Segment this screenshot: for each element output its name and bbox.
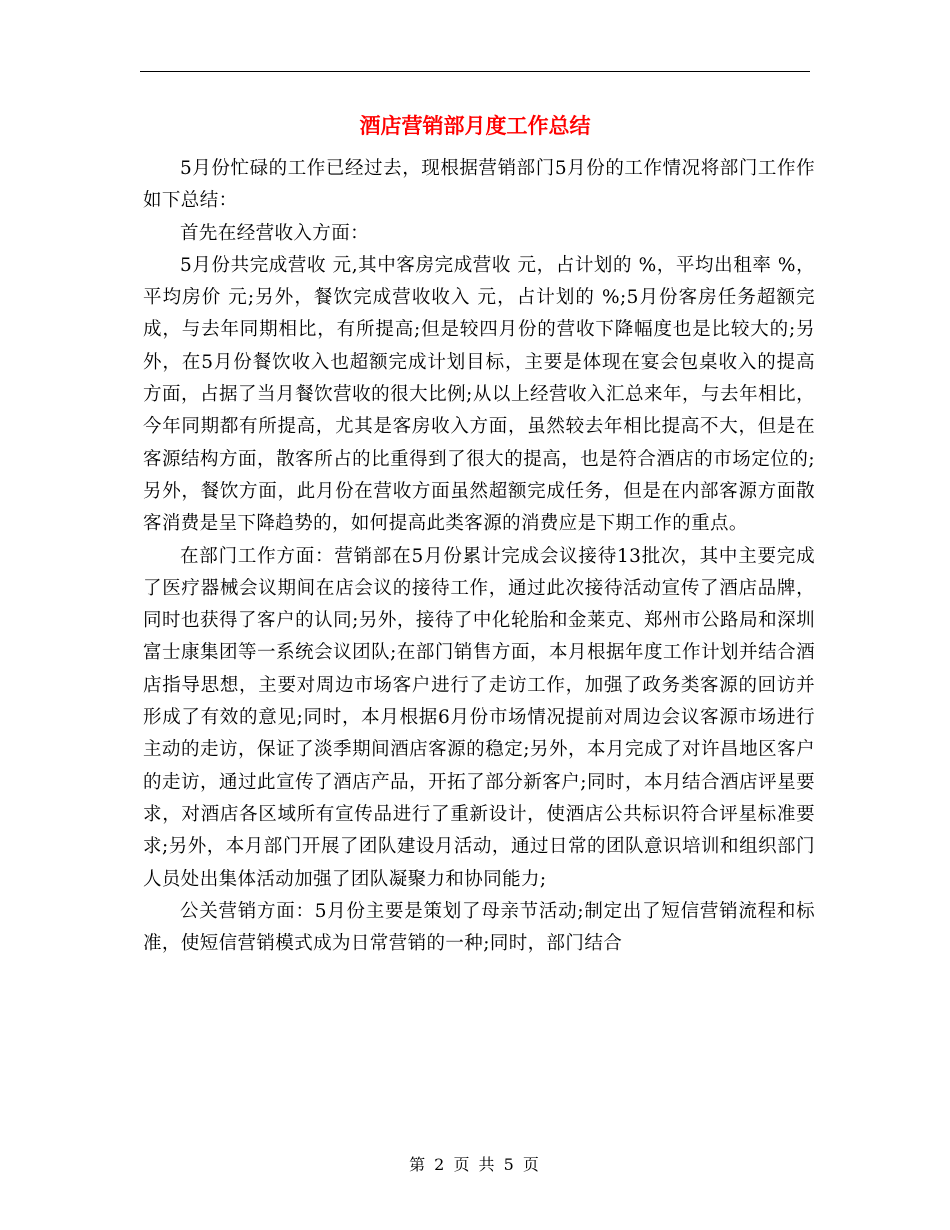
document-title: 酒店营销部月度工作总结	[359, 113, 591, 138]
page-number: 第 2 页 共 5 页	[409, 1155, 541, 1174]
paragraph-department-work: 在部门工作方面：营销部在5月份累计完成会议接待13批次，其中主要完成了医疗器械会议期间在店会议的接待工作，通过此次接待活动宣传了酒店品牌，同时也获得了客户的认同;另外，接待了中化轮胎和金莱克、郑州市公路局和深圳富士康集团等一系统会议团队;在部门销售方面，本月根据年度工作计划并结合酒店指导思想，主要对周边市场客户进行了走访工作，加强了政务类客源的回访并形成了有效的意见;同时，本月根据6月份市场情况提前对周边会议客源市场进行主动的走访，保证了淡季期间酒店客源的稳定;另外，本月完成了对许昌地区客户的走访，通过此宣传了酒店产品，开拓了部分新客户;同时，本月结合酒店评星要求，对酒店各区域所有宣传品进行了重新设计，使酒店公共标识符合评星标准要求;另外，本月部门开展了团队建设月活动，通过日常的团队意识培训和组织部门人员处出集体活动加强了团队凝聚力和协同能力;	[143, 545, 815, 890]
paragraph-intro: 5月份忙碌的工作已经过去，现根据营销部门5月份的工作情况将部门工作作如下总结：	[143, 158, 815, 212]
paragraph-revenue-heading: 首先在经营收入方面：	[180, 222, 370, 244]
document-body	[143, 153, 815, 960]
paragraph-public-relations: 公关营销方面：5月份主要是策划了母亲节活动;制定出了短信营销流程和标准，使短信营销模式成为日常营销的一种;同时，部门结合	[143, 900, 815, 955]
paragraph-revenue-details: 5月份共完成营收 元,其中客房完成营收 元，占计划的 %，平均出租率 %，平均房价 元;另外，餐饮完成营收收入 元，占计划的 %;5月份客房任务超额完成，与去年同期相比，有所提高;但是较四月份的营收下降幅度也是比较大的;另外，在5月份餐饮收入也超额完成计划目标，主要是体现在宴会包桌收入的提高方面，占据了当月餐饮营收的很大比例;从以上经营收入汇总来年，与去年相比，今年同期都有所提高，尤其是客房收入方面，虽然较去年相比提高不大，但是在客源结构方面，散客所占的比重得到了很大的提高，也是符合酒店的市场定位的;另外，餐饮方面，此月份在营收方面虽然超额完成任务，但是在内部客源方面散客消费是呈下降趋势的，如何提高此类客源的消费应是下期工作的重点。	[143, 254, 815, 535]
header-rule	[140, 71, 810, 72]
